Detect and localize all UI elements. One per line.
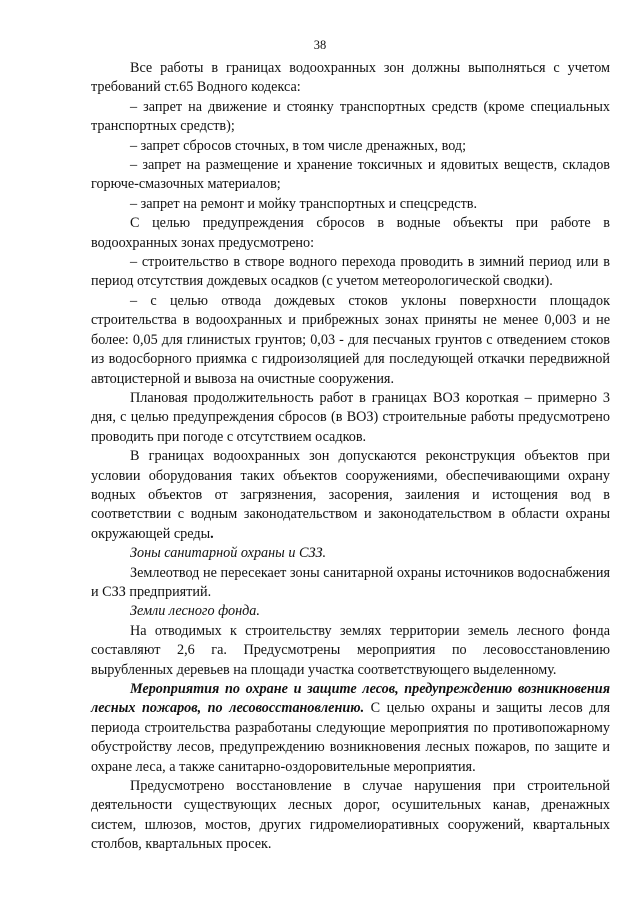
paragraph-water-zone-requirements: Все работы в границах водоохранных зон должны выполняться с учетом требований ст.65 Водного кодекса: xyxy=(91,60,610,96)
reconstruction-text: В границах водоохранных зон допускаются реконструкция объектов при условии оборудования таких объектов сооружениями, обеспечивающими охрану водных объектов от загрязнения, засорения, заиления и истощения вод в соответствии с водным законодательством и законодательством в области охраны окружающей среды xyxy=(91,448,610,542)
paragraph-reconstruction xyxy=(91,447,610,544)
list-item-winter-construction: – строительство в створе водного перехода проводить в зимний период или в период отсутствия дождевых осадков (с учетом метеорологической сводки). xyxy=(91,254,610,290)
list-item-runoff-slopes: – с целью отвода дождевых стоков уклоны поверхности площадок строительства в водоохранных и прибрежных зонах приняты не менее 0,003 и не более: 0,05 для глинистых грунтов; 0,03 - для песчаных грунтов с отведением стоков из водосборного приямка с гидроизоляцией для последующей откачки передвижной автоцистерной и вывоза на очистные сооружения. xyxy=(91,292,610,387)
page-number: 38 xyxy=(313,38,327,52)
heading-sanitary-zones: Зоны санитарной охраны и СЗЗ. xyxy=(130,545,327,562)
forest-measures-title: Мероприятия по охране и защите лесов, предупреждению возникновения лесных пожаров, по лесовосстановлению. xyxy=(91,681,610,717)
list-item-ban-storage: – запрет на размещение и хранение токсичных и ядовитых веществ, складов горюче-смазочных материалов; xyxy=(91,157,610,193)
paragraph-discharge-prevention: С целью предупреждения сбросов в водные объекты при работе в водоохранных зонах предусмотрено: xyxy=(91,215,610,251)
paragraph-restoration: Предусмотрено восстановление в случае нарушения при строительной деятельности существующих лесных дорог, осушительных канав, дренажных систем, шлюзов, мостов, других гидромелиоративных сооружений, квартальных столбов, квартальных просек. xyxy=(91,778,610,853)
reconstruction-end: . xyxy=(210,525,214,542)
list-item-ban-traffic: – запрет на движение и стоянку транспортных средств (кроме специальных транспортных средств); xyxy=(91,98,610,135)
forest-measures-text: С целью охраны и защиты лесов для периода строительства разработаны следующие мероприятия по противопожарному обустройству лесов, предупреждению возникновения лесных пожаров, по защите и охране леса, а также санитарно-оздоровительные мероприятия. xyxy=(91,700,610,775)
list-item-ban-discharge: – запрет сбросов сточных, в том числе дренажных, вод; xyxy=(130,137,467,154)
document-body xyxy=(91,59,610,855)
paragraph-forest-measures xyxy=(91,680,610,777)
paragraph-sanitary-zones: Землеотвод не пересекает зоны санитарной охраны источников водоснабжения и СЗЗ предприятий. xyxy=(91,564,610,600)
heading-forest-lands: Земли лесного фонда. xyxy=(130,603,260,620)
paragraph-work-duration: Плановая продолжительность работ в границах ВОЗ короткая – примерно 3 дня, с целью предупреждения сбросов (в ВОЗ) строительные работы предусмотрено проводить при погоде с отсутствием осадков. xyxy=(91,389,610,445)
paragraph-forest-lands: На отводимых к строительству землях территории земель лесного фонда составляют 2,6 га. Предусмотрены мероприятия по лесовосстановлению вырубленных деревьев на площади участка соответствующего выделенному. xyxy=(91,622,610,678)
list-item-ban-repair: – запрет на ремонт и мойку транспортных и спецсредств. xyxy=(130,195,478,212)
